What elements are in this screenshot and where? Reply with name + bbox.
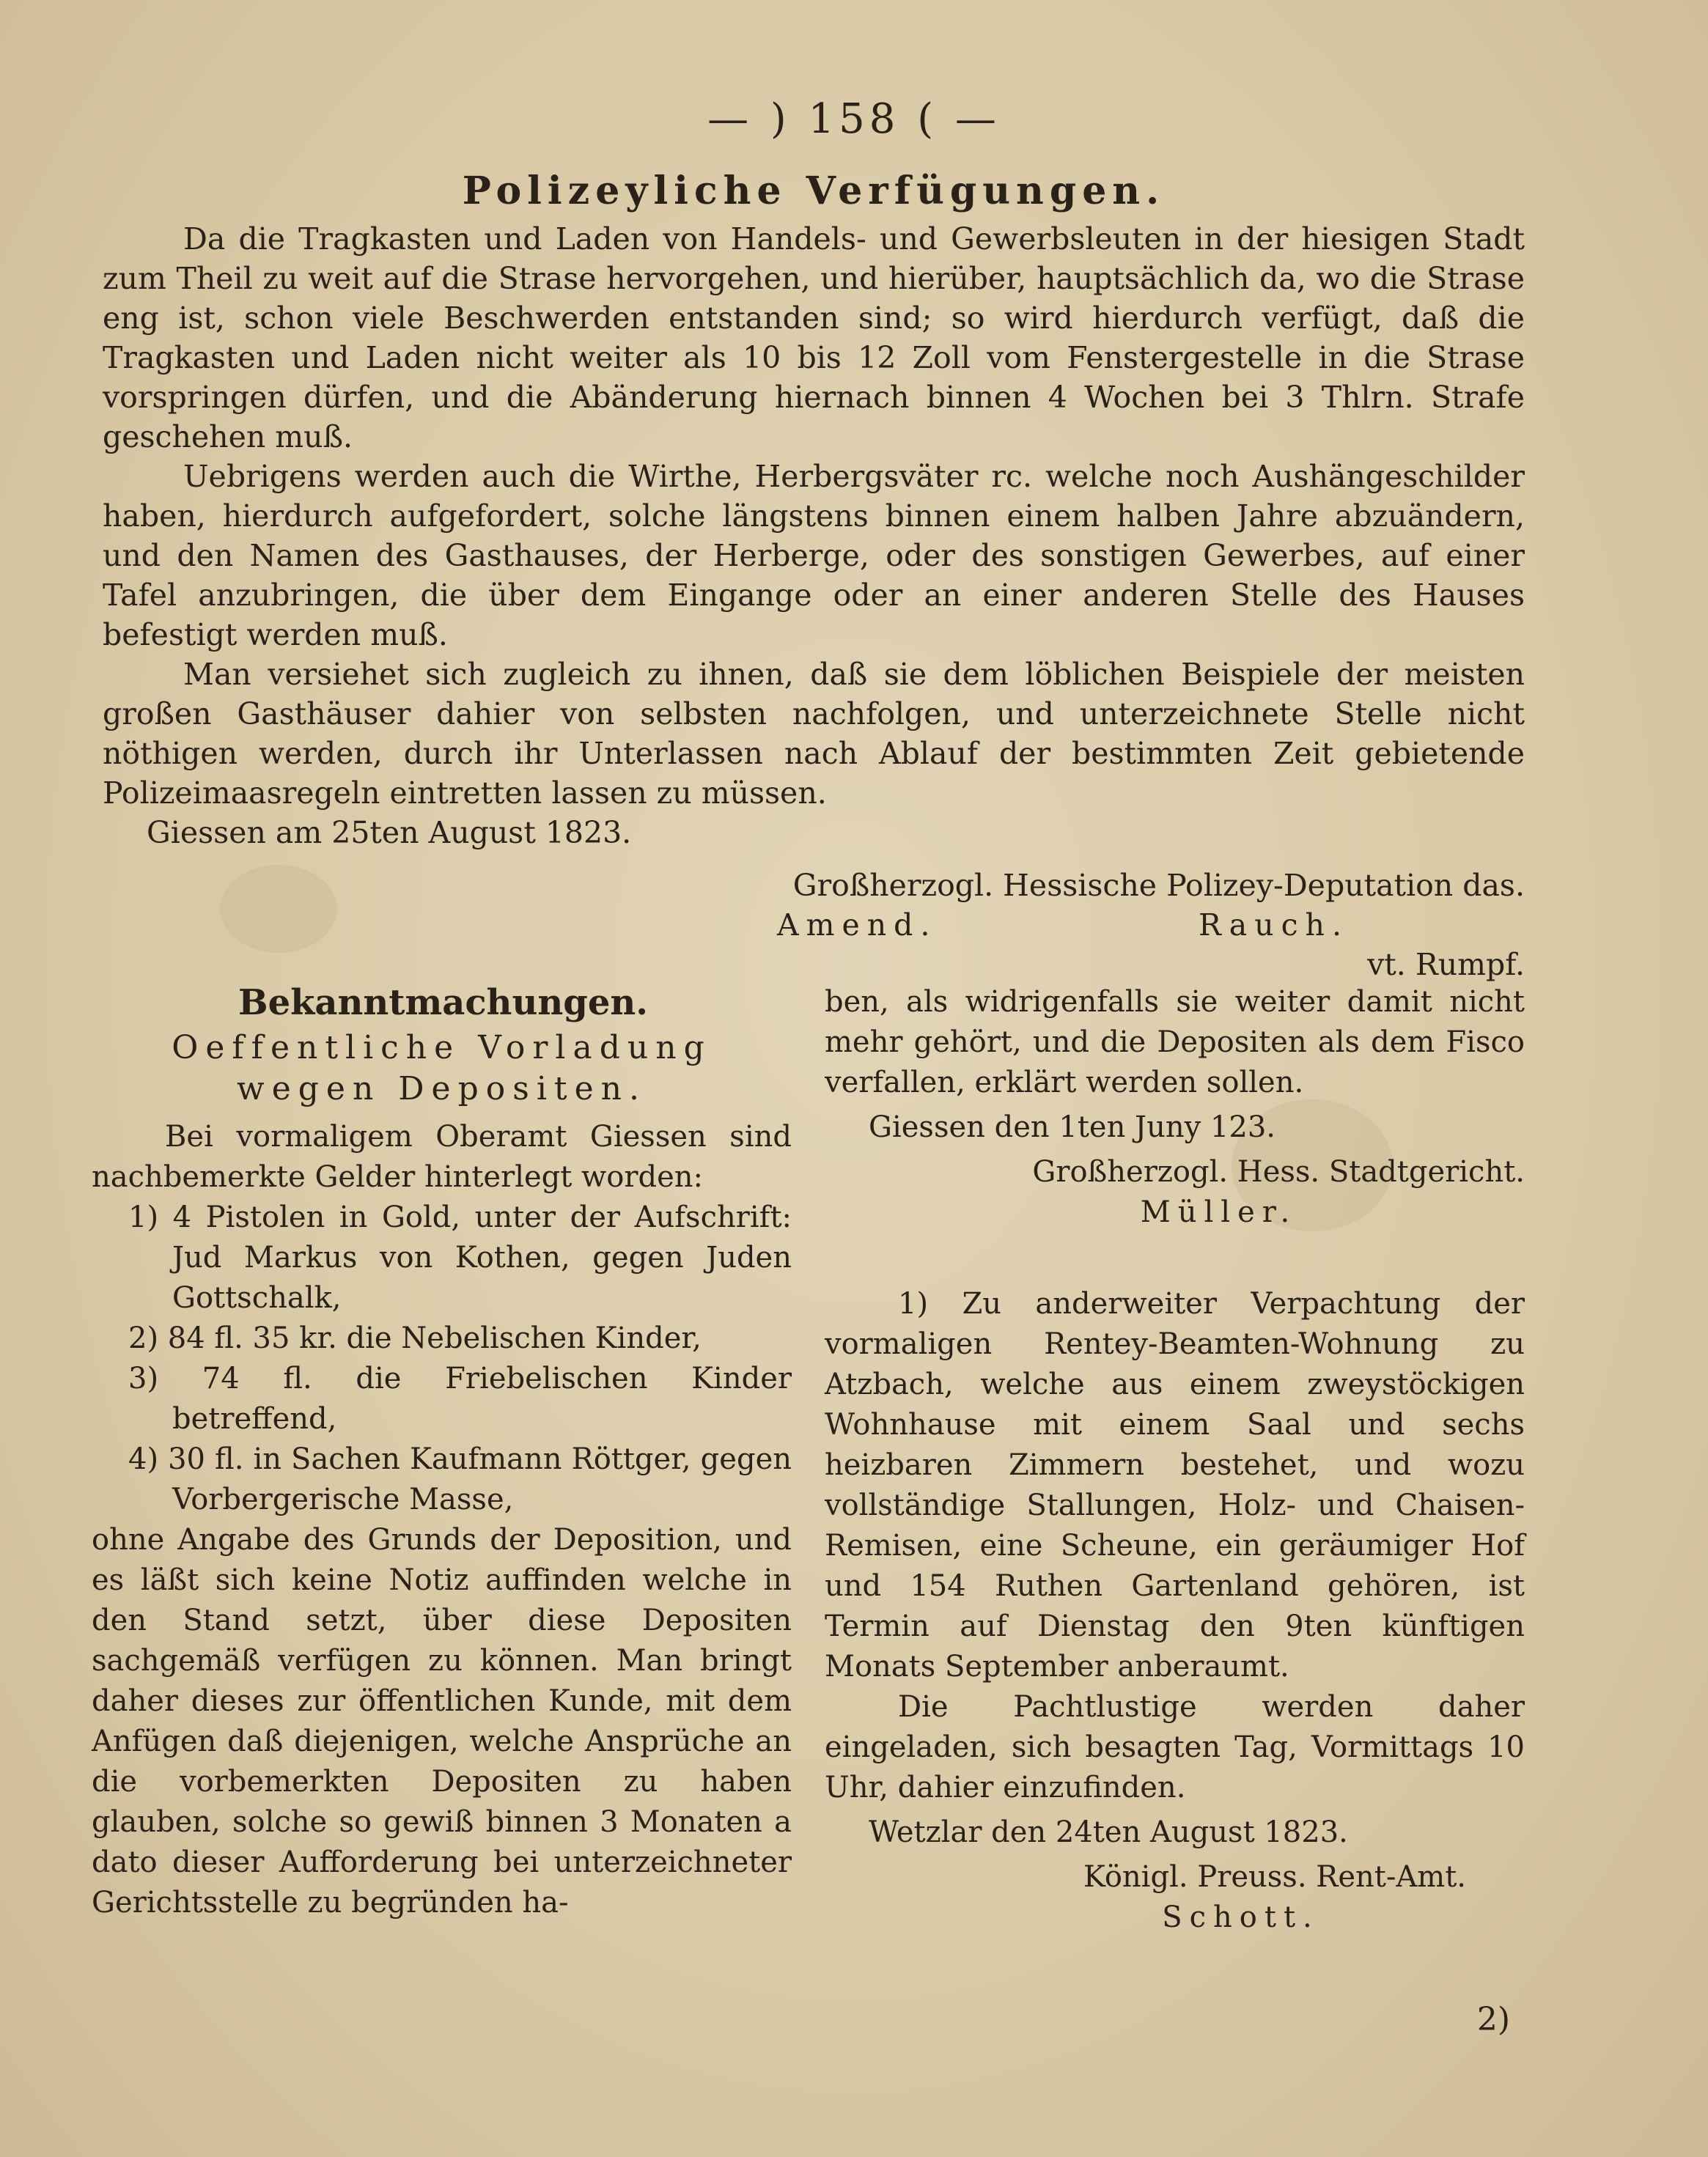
right-column — [825, 982, 1525, 1938]
summons-intro: Bei vormaligem Oberamt Giessen sind nachbemerkte Gelder hinterlegt worden: — [92, 1120, 792, 1194]
signer-rauch: Rauch. — [1198, 907, 1349, 943]
list-item: 1) 4 Pistolen in Gold, unter der Aufschrift: Jud Markus von Kothen, gegen Juden Gottschalk, — [128, 1201, 792, 1315]
catchword: 2) — [1476, 2001, 1510, 2038]
police-signature — [103, 866, 1525, 984]
police-paragraph-3: Man versiehet sich zugleich zu ihnen, daß sie dem löblichen Beispiele der meisten großen Gasthäuser dahier von selbsten nachfolgen, und unterzeichnete Stelle nicht nöthigen werden, durch ihr Unterlassen nach Ablauf der bestimmten Zeit gebietende Polizeimaasregeln eintretten lassen zu müssen. — [103, 657, 1525, 811]
police-authority: Großherzogl. Hessische Polizey-Deputation das. — [792, 868, 1525, 903]
court-authority: Großherzogl. Hess. Stadtgericht. — [1032, 1155, 1525, 1189]
lease-date: Wetzlar den 24ten August 1823. — [869, 1815, 1348, 1849]
lease-notice: 1) Zu anderweiter Verpachtung der vormaligen Rentey-Beamten-Wohnung zu Atzbach, welche aus einem zweystöckigen Wohnhause mit einem Saal und sechs heizbaren Zimmern bestehet, und wozu vollständige Stallungen, Holz- und Chaisen-Remisen, eine Scheune, ein geräumiger Hof und 154 Ruthen Gartenland gehören, ist Termin auf Dienstag den 9ten künftigen Monats September anberaumt. — [825, 1287, 1525, 1684]
signer-schott: Schott. — [1162, 1900, 1319, 1934]
rent-office-authority: Königl. Preuss. Rent-Amt. — [1083, 1860, 1466, 1894]
summons-body: ohne Angabe des Grunds der Deposition, und es läßt sich keine Notiz auffinden welche in den Stand setzt, über diese Depositen sachgemäß verfügen zu können. Man bringt daher dieses zur öffentlichen Kunde, mit dem Anfügen daß diejenigen, welche Ansprüche an die vorbemerkten Depositen zu haben glauben, solche so gewiß binnen 3 Monaten a dato dieser Aufforderung bei unterzeichneter Gerichtsstelle zu begründen ha- — [92, 1523, 792, 1920]
police-signers — [103, 905, 1525, 945]
lease-invite: Die Pachtlustige werden daher eingeladen, sich besagten Tag, Vormittags 10 Uhr, dahier einzufinden. — [825, 1690, 1525, 1804]
police-section — [103, 169, 1525, 984]
police-date: Giessen am 25ten August 1823. — [147, 815, 632, 850]
list-item: 2) 84 fl. 35 kr. die Nebelischen Kinder, — [128, 1321, 702, 1355]
signer-mueller: Müller. — [1140, 1195, 1297, 1229]
police-paragraph-1: Da die Tragkasten und Laden von Handels- und Gewerbsleuten in der hiesigen Stadt zum Theil zu weit auf die Strase hervorgehen, und hierüber, hauptsächlich da, wo die Strase eng ist, schon viele Beschwerden entstanden sind; so wird hierdurch verfügt, daß die Tragkasten und Laden nicht weiter als 10 bis 12 Zoll vom Fenstergestelle in die Strase vorspringen dürfen, und die Abänderung hiernach binnen 4 Wochen bei 3 Thlrn. Strafe geschehen muß. — [103, 221, 1525, 454]
left-column — [92, 982, 792, 1923]
announcements-heading: Bekanntmachungen. — [238, 982, 648, 1023]
police-paragraph-2: Uebrigens werden auch die Wirthe, Herbergsväter rc. welche noch Aushängeschilder haben, hierdurch aufgefordert, solche längstens binnen einem halben Jahre abzuändern, und den Namen des Gasthauses, der Herberge, oder des sonstigen Gewerbes, auf einer Tafel anzubringen, die über dem Eingange oder an einer anderen Stelle des Hauses befestigt werden muß. — [103, 459, 1525, 652]
list-item: 4) 30 fl. in Sachen Kaufmann Röttger, gegen Vorbergerische Masse, — [128, 1442, 792, 1516]
page-number-header: — ) 158 ( — — [707, 95, 1001, 143]
summons-continuation: ben, als widrigenfalls sie weiter damit nicht mehr gehört, und die Depositen als dem Fisco verfallen, erklärt werden sollen. — [825, 985, 1525, 1099]
summons-date: Giessen den 1ten Juny 123. — [869, 1110, 1276, 1144]
list-item: 3) 74 fl. die Friebelischen Kinder betreffend, — [128, 1362, 792, 1436]
summons-heading: Oeffentliche Vorladung wegen Depositen. — [172, 1029, 712, 1107]
countersign: vt. Rumpf. — [1367, 947, 1525, 982]
signer-amend: Amend. — [777, 907, 938, 943]
deposit-list — [92, 1198, 792, 1520]
section-title: Polizeyliche Verfügungen. — [462, 169, 1166, 213]
